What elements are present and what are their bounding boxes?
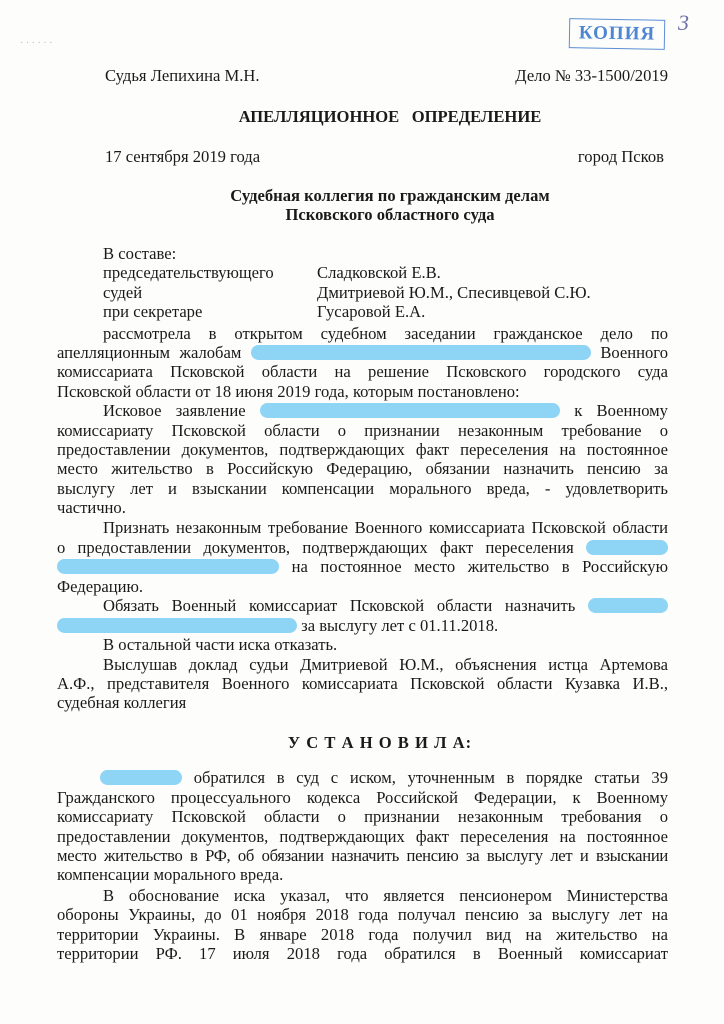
text-line: предоставлении документов, подтверждающих факт переселения на постоянное	[57, 440, 668, 459]
composition-names: Сладковской Е.В.	[317, 263, 441, 282]
text-line: судебная коллегия	[57, 693, 187, 712]
composition-label: В составе:	[103, 244, 177, 263]
text-line: выслугу лет и взыскании компенсации морального вреда, - удовлетворить	[57, 479, 668, 498]
text-line: территории РФ. 17 июля 2018 года обратился в Военный комиссариат	[57, 944, 668, 963]
text-line	[100, 768, 668, 787]
text-line: комиссариату Псковской области о признании незаконным требования о	[57, 807, 668, 826]
composition-role: при секретаре	[103, 302, 203, 321]
text-fragment: апелляционным жалобам	[57, 343, 242, 362]
text-line: В остальной части иска отказать.	[103, 635, 338, 654]
text-line: Федерацию.	[57, 577, 144, 596]
redaction-mark	[586, 540, 668, 555]
text-line: комиссариата Псковской области на решение Псковского городского суда	[57, 362, 668, 381]
redaction-mark	[57, 618, 297, 633]
text-fragment: о предоставлении документов, подтверждающих факт переселения	[57, 538, 574, 557]
text-line	[57, 343, 668, 362]
document-title: АПЕЛЛЯЦИОННОЕ ОПРЕДЕЛЕНИЕ	[238, 107, 542, 126]
text-fragment: за выслугу лет с 01.11.2018.	[301, 616, 499, 635]
text-fragment: обратился в суд с иском, уточненным в порядке статьи 39	[193, 768, 668, 787]
redaction-mark	[251, 345, 591, 360]
text-line: обороны Украины, до 01 ноября 2018 года получал пенсию за выслугу лет на	[57, 905, 668, 924]
text-line: А.Ф., представителя Военного комиссариата Псковской области Кузавка И.В.,	[57, 674, 668, 693]
text-fragment: к Военному	[574, 401, 668, 420]
case-number: Дело № 33-1500/2019	[515, 66, 668, 85]
text-line: место жительство в РФ, об обязании назначить пенсию за выслугу лет и взыскании	[57, 846, 668, 865]
text-line: предоставлении документов, подтверждающих факт переселения на постоянное	[57, 827, 668, 846]
court-name-line2: Псковского областного суда	[285, 205, 495, 224]
text-line	[57, 616, 668, 635]
text-line	[103, 596, 668, 615]
composition-names: Гусаровой Е.А.	[317, 302, 426, 321]
text-line	[57, 538, 668, 557]
text-fragment: на постоянное место жительство в Российскую	[291, 557, 668, 576]
text-line	[57, 557, 668, 576]
text-line: рассмотрела в открытом судебном заседании гражданское дело по	[103, 324, 668, 343]
copy-stamp: КОПИЯ	[569, 18, 666, 50]
document-date: 17 сентября 2019 года	[105, 147, 261, 166]
text-line	[103, 401, 668, 420]
page-number: 3	[678, 10, 689, 35]
text-fragment: Исковое заявление	[103, 401, 246, 420]
text-line: комиссариату Псковской области о признании незаконным требование о	[57, 421, 668, 440]
text-line: территории Украины. В январе 2018 года получил вид на жительство на	[57, 925, 668, 944]
redaction-mark	[588, 598, 668, 613]
court-name-line1: Судебная коллегия по гражданским делам	[230, 186, 550, 205]
text-line: Признать незаконным требование Военного комиссариата Псковской области	[103, 518, 668, 537]
redaction-mark	[57, 559, 279, 574]
composition-names: Дмитриевой Ю.М., Спесивцевой С.Ю.	[317, 283, 591, 302]
redaction-mark	[100, 770, 182, 785]
text-line: В обоснование иска указал, что является пенсионером Министерства	[103, 886, 668, 905]
scan-artifact: · · · · · ·	[20, 38, 53, 49]
document-city: город Псков	[577, 147, 664, 166]
text-line: Гражданского процессуального кодекса Российской Федерации, к Военному	[57, 788, 668, 807]
text-fragment: Военного	[600, 343, 668, 362]
text-line: частично.	[57, 498, 126, 517]
text-line: место жительство в Российскую Федерацию, обязании назначить пенсию за	[57, 459, 668, 478]
text-line: Выслушав доклад судьи Дмитриевой Ю.М., объяснения истца Артемова	[103, 655, 668, 674]
composition-role: председательствующего	[103, 263, 274, 282]
text-fragment: Обязать Военный комиссариат Псковской области назначить	[103, 596, 576, 615]
redaction-mark	[260, 403, 560, 418]
text-line: Псковской области от 18 июня 2019 года, которым постановлено:	[57, 382, 520, 401]
judge-name: Судья Лепихина М.Н.	[105, 66, 260, 85]
text-line: компенсации морального вреда.	[57, 865, 284, 884]
composition-role: судей	[103, 283, 143, 302]
section-heading: У С Т А Н О В И Л А:	[287, 733, 473, 752]
